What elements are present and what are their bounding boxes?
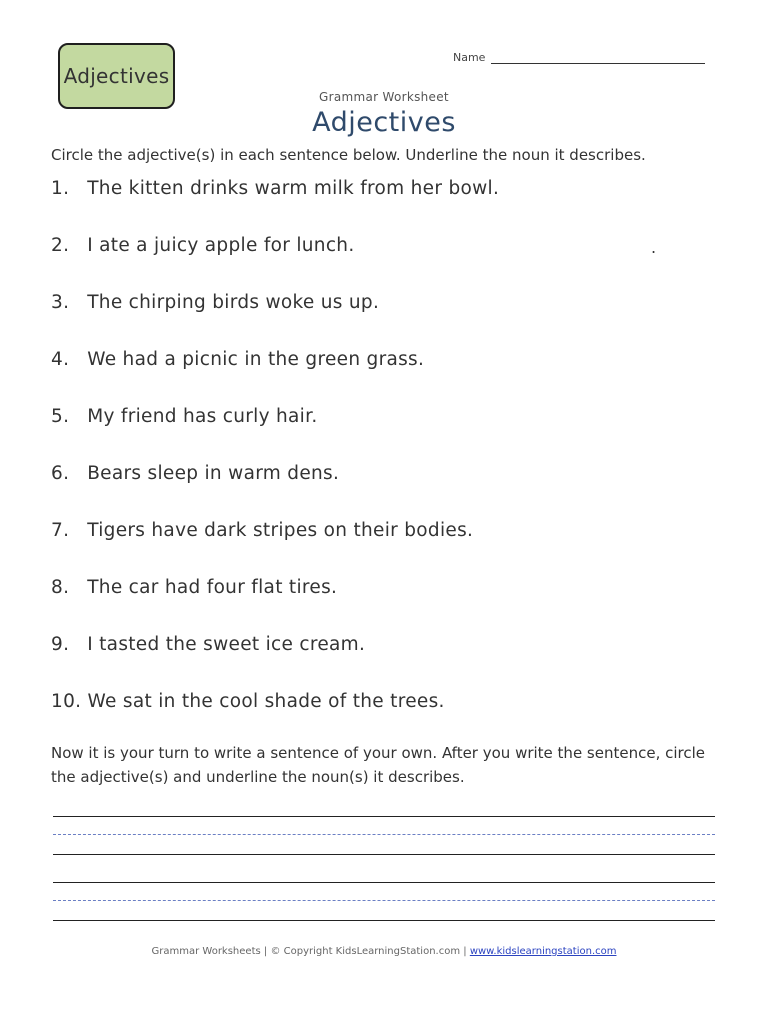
sentence-3 [51, 292, 379, 313]
own-sentence-instructions: Now it is your turn to write a sentence of your own. After you write the sentence, circle the adjective(s) and underline the noun(s) it describes. [51, 744, 706, 786]
writing-line-base[interactable] [53, 854, 715, 855]
sentence-8 [51, 577, 337, 598]
sentence-text: The chirping birds woke us up. [87, 292, 380, 313]
footer-website-link[interactable]: www.kidslearningstation.com [469, 946, 617, 957]
sentence-text: I ate a juicy apple for lunch. [87, 235, 355, 256]
badge-label: Adjectives [63, 64, 170, 88]
sentence-7 [51, 520, 473, 541]
instructions: Circle the adjective(s) in each sentence below. Underline the noun it describes. [51, 146, 646, 164]
footer [0, 946, 768, 957]
sentence-number: 3. [51, 292, 70, 313]
sentence-4 [51, 349, 424, 370]
sentence-9 [51, 634, 365, 655]
sentence-2 [51, 235, 355, 256]
sentence-number: 6. [51, 463, 70, 484]
sentence-text: I tasted the sweet ice cream. [87, 634, 366, 655]
sentence-number: 2. [51, 235, 70, 256]
sentence-number: 10. [51, 691, 82, 712]
sentence-text: Bears sleep in warm dens. [87, 463, 340, 484]
footer-copyright: | © Copyright KidsLearningStation.com | [263, 946, 467, 957]
sentence-6 [51, 463, 339, 484]
sentence-text: The car had four flat tires. [87, 577, 338, 598]
sentence-text: We sat in the cool shade of the trees. [87, 691, 445, 712]
sentence-number: 7. [51, 520, 70, 541]
sentence-5 [51, 406, 318, 427]
worksheet-subtitle: Grammar Worksheet [319, 90, 449, 104]
sentence-text: Tigers have dark stripes on their bodies. [87, 520, 474, 541]
sentence-text: The kitten drinks warm milk from her bowl. [87, 178, 500, 199]
name-field [453, 51, 705, 64]
sentence-10 [51, 691, 445, 712]
sentence-number: 4. [51, 349, 70, 370]
sentence-text: My friend has curly hair. [87, 406, 318, 427]
name-label: Name [453, 51, 486, 64]
sentence-1 [51, 178, 499, 199]
sentence-number: 5. [51, 406, 70, 427]
sentence-number: 9. [51, 634, 70, 655]
writing-line-midguide [53, 900, 715, 901]
worksheet-title: Adjectives [312, 107, 456, 138]
stray-mark: . [651, 238, 657, 257]
name-write-line[interactable] [491, 51, 705, 64]
writing-line-midguide [53, 834, 715, 835]
sentence-number: 8. [51, 577, 70, 598]
footer-worksheets-label: Grammar Worksheets [151, 946, 261, 957]
sentence-number: 1. [51, 178, 70, 199]
sentence-text: We had a picnic in the green grass. [87, 349, 425, 370]
writing-line-top[interactable] [53, 882, 715, 883]
writing-line-base[interactable] [53, 920, 715, 921]
writing-line-top[interactable] [53, 816, 715, 817]
